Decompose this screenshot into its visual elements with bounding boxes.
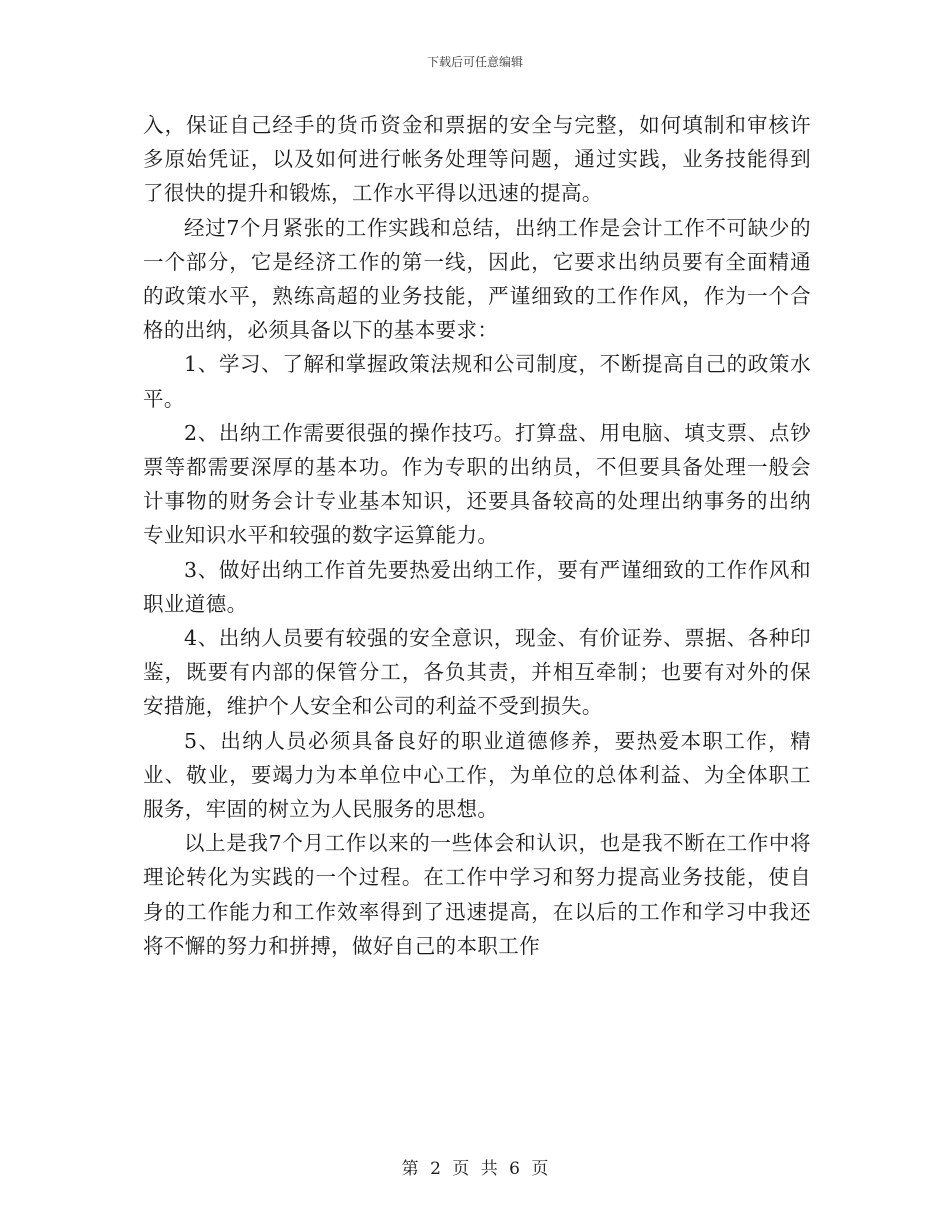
paragraph: 3、做好出纳工作首先要热爱出纳工作，要有严谨细致的工作作风和职业道德。: [143, 557, 811, 616]
paragraph: 2、出纳工作需要很强的操作技巧。打算盘、用电脑、填支票、点钞票等都需要深厚的基本功。作为专职的出纳员，不但要具备处理一般会计事物的财务会计专业基本知识，还要具备较高的处理出纳事务的出纳专业知识水平和较强的数字运算能力。: [143, 420, 811, 548]
document-body: [143, 108, 811, 963]
paragraph: 4、出纳人员要有较强的安全意识，现金、有价证券、票据、各种印鉴，既要有内部的保管分工，各负其责，并相互牵制；也要有对外的保安措施，维护个人安全和公司的利益不受到损失。: [143, 626, 811, 719]
paragraph: 以上是我7个月工作以来的一些体会和认识，也是我不断在工作中将理论转化为实践的一个过程。在工作中学习和努力提高业务技能，使自身的工作能力和工作效率得到了迅速提高，在以后的工作和学习中我还将不懈的努力和拼搏，做好自己的本职工作: [143, 831, 811, 958]
paragraph: 5、出纳人员必须具备良好的职业道德修养，要热爱本职工作，精业、敬业，要竭力为本单位中心工作，为单位的总体利益、为全体职工服务，牢固的树立为人民服务的思想。: [143, 728, 811, 822]
paragraph: 1、学习、了解和掌握政策法规和公司制度，不断提高自己的政策水平。: [143, 352, 811, 411]
paragraph: 入，保证自己经手的货币资金和票据的安全与完整，如何填制和审核许多原始凭证，以及如何进行帐务处理等问题，通过实践，业务技能得到了很快的提升和锻炼，工作水平得以迅速的提高。: [143, 113, 811, 206]
page-number-footer: 第 2 页 共 6 页: [401, 1159, 549, 1179]
paragraph: 经过7个月紧张的工作实践和总结，出纳工作是会计工作不可缺少的一个部分，它是经济工作的第一线，因此，它要求出纳员要有全面精通的政策水平，熟练高超的业务技能，严谨细致的工作作风，作为一个合格的出纳，必须具备以下的基本要求：: [143, 215, 811, 343]
header-note: 下载后可任意编辑: [426, 55, 523, 69]
